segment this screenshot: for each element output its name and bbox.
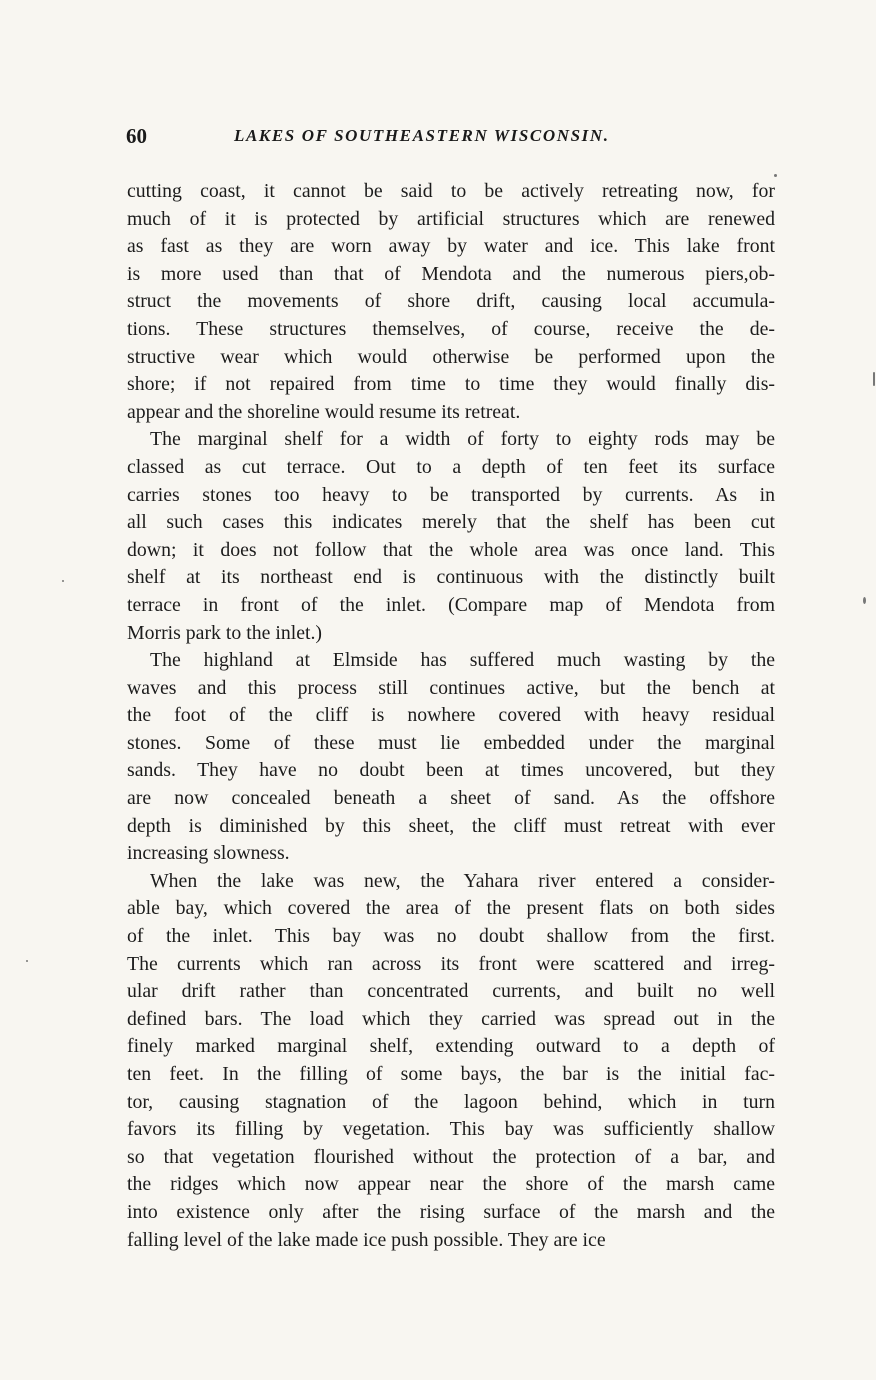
- page-header: [126, 124, 776, 154]
- paper-speck: [26, 960, 28, 962]
- text-line: terrace in front of the inlet. (Compare map of Mendota from: [127, 593, 775, 616]
- text-line: structive wear which would otherwise be performed upon the: [127, 345, 775, 368]
- text-line: finely marked marginal shelf, extending outward to a depth of: [127, 1035, 775, 1058]
- text-line: increasing slowness.: [127, 842, 290, 865]
- text-line: stones. Some of these must lie embedded under the marginal: [127, 731, 775, 754]
- paragraph: [127, 426, 775, 647]
- paragraph: [127, 178, 775, 426]
- text-line: The currents which ran across its front were scattered and irreg-: [127, 952, 775, 975]
- text-line: down; it does not follow that the whole area was once land. This: [127, 538, 775, 561]
- text-line: the foot of the cliff is nowhere covered with heavy residual: [127, 704, 775, 727]
- paragraph: [127, 647, 775, 868]
- text-line: of the inlet. This bay was no doubt shallow from the first.: [127, 925, 775, 948]
- paper-speck: [873, 372, 875, 386]
- text-line: tor, causing stagnation of the lagoon behind, which in turn: [127, 1090, 775, 1113]
- text-line: so that vegetation flourished without the protection of a bar, and: [127, 1145, 775, 1168]
- paper-speck: [863, 597, 866, 604]
- text-line: cutting coast, it cannot be said to be actively retreating now, for: [127, 180, 775, 202]
- text-line: as fast as they are worn away by water and ice. This lake front: [127, 235, 775, 258]
- text-line: The highland at Elmside has suffered much wasting by the: [150, 649, 775, 672]
- text-line: shelf at its northeast end is continuous with the distinctly built: [127, 566, 775, 589]
- text-line: defined bars. The load which they carried was spread out in the: [127, 1007, 775, 1030]
- text-line: depth is diminished by this sheet, the cliff must retreat with ever: [127, 814, 775, 837]
- text-line: ten feet. In the filling of some bays, the bar is the initial fac-: [127, 1063, 775, 1085]
- page-number: 60: [126, 124, 147, 148]
- text-line: Morris park to the inlet.): [127, 621, 323, 644]
- text-line: struct the movements of shore drift, causing local accumula-: [127, 290, 775, 313]
- text-line: The marginal shelf for a width of forty to eighty rods may be: [150, 428, 775, 451]
- text-line: falling level of the lake made ice push possible. They are ice: [127, 1228, 606, 1251]
- running-head: LAKES OF SOUTHEASTERN WISCONSIN.: [234, 126, 610, 145]
- text-line: appear and the shoreline would resume its retreat.: [127, 400, 521, 423]
- paragraph: [127, 868, 775, 1254]
- text-line: tions. These structures themselves, of course, receive the de-: [127, 317, 775, 340]
- paper-speck: [774, 174, 777, 177]
- text-line: sands. They have no doubt been at times uncovered, but they: [127, 759, 775, 782]
- text-line: shore; if not repaired from time to time they would finally dis-: [127, 373, 775, 396]
- text-line: When the lake was new, the Yahara river entered a consider-: [150, 869, 775, 892]
- body-text: [127, 178, 775, 1254]
- text-line: are now concealed beneath a sheet of sand. As the offshore: [127, 787, 775, 810]
- text-line: into existence only after the rising surface of the marsh and the: [127, 1200, 775, 1223]
- text-line: carries stones too heavy to be transported by currents. As in: [127, 483, 775, 506]
- text-line: ular drift rather than concentrated currents, and built no well: [127, 980, 775, 1003]
- text-line: able bay, which covered the area of the present flats on both sides: [127, 897, 775, 920]
- text-line: the ridges which now appear near the shore of the marsh came: [127, 1173, 775, 1196]
- text-line: much of it is protected by artificial structures which are renewed: [127, 207, 775, 230]
- text-line: favors its filling by vegetation. This bay was sufficiently shallow: [127, 1118, 775, 1141]
- text-line: waves and this process still continues active, but the bench at: [127, 676, 775, 699]
- paper-speck: [62, 580, 64, 582]
- text-line: is more used than that of Mendota and the numerous piers,ob-: [127, 262, 775, 285]
- text-line: classed as cut terrace. Out to a depth of ten feet its surface: [127, 455, 775, 478]
- text-line: all such cases this indicates merely that the shelf has been cut: [127, 511, 775, 534]
